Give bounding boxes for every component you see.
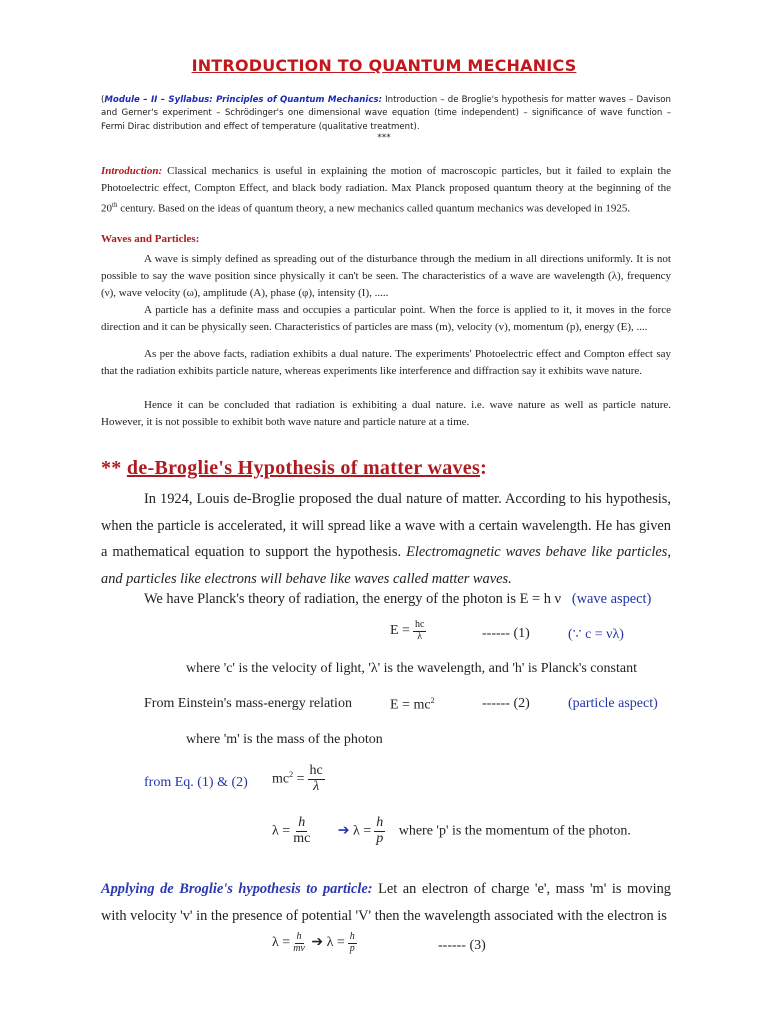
debroglie-colon: : <box>480 457 488 479</box>
intro-label: Introduction: <box>101 165 163 177</box>
eq3-num2: h <box>349 931 355 942</box>
waves-paragraph-1: A wave is simply defined as spreading out of the disturbance through the medium in all directions uniformly. It is not possible to say the wave position since physically it can't be seen. The characteristics of a wave are wavelength (λ), frequency (ν), wave velocity (ω), amplitude (A), phase (φ), intensity (I), ..... <box>101 253 671 300</box>
eq3-lhs2: λ = <box>326 935 345 951</box>
from-eq-label: from Eq. (1) & (2) <box>144 775 248 790</box>
where-2: where 'm' is the mass of the photon <box>186 732 383 747</box>
intro-sup: th <box>112 201 118 210</box>
equation-2 <box>390 696 435 714</box>
lam2-num: h <box>376 815 384 830</box>
einstein-text: From Einstein's mass-energy relation <box>144 696 352 711</box>
debroglie-stars: ** <box>101 457 127 479</box>
lam2-fraction <box>374 816 385 846</box>
eq1-fraction <box>413 620 426 642</box>
eq3-fraction <box>293 932 305 954</box>
wave-aspect: (wave aspect) <box>571 591 652 607</box>
eq2-lhs: E = mc <box>390 697 431 713</box>
waves-heading: Waves and Particles: <box>101 233 200 245</box>
where-1: where 'c' is the velocity of light, 'λ' is the wavelength, and 'h' is Planck's constant <box>186 661 637 676</box>
eq1-den: λ <box>417 630 423 642</box>
intro-paragraph <box>101 163 671 218</box>
apply-paragraph <box>101 876 671 929</box>
arrow-icon: ➔ <box>337 823 350 839</box>
eq3-den2: p <box>349 942 355 954</box>
lam2-den: p <box>376 830 384 846</box>
equation-mc2 <box>272 764 328 794</box>
apply-text: Let an electron of charge 'e', mass 'm' is moving with velocity 'v' in the presence of potential 'V' then the wavelength associated with the electron is <box>101 881 671 924</box>
eq1-note: (∵ c = νλ) <box>568 627 624 642</box>
eq1-tag: ------ (1) <box>482 626 530 641</box>
debroglie-paragraph <box>101 486 671 592</box>
lam-note: where 'p' is the momentum of the photon. <box>398 823 631 839</box>
waves-paragraph-4: Hence it can be concluded that radiation is exhibiting a dual nature. i.e. wave nature as well as particle nature. However, it is not possible to exhibit both wave nature and particle nature at a time. <box>101 399 671 429</box>
apply-label: Applying de Broglie's hypothesis to particle: <box>101 881 373 897</box>
planck-line <box>144 586 651 613</box>
eq3-lhs: λ = <box>272 935 291 951</box>
mc2-den: λ <box>313 778 320 794</box>
eq1-lhs: E = <box>390 623 410 639</box>
lam2-lhs: λ = <box>353 823 372 839</box>
syllabus-stars: *** <box>377 133 391 143</box>
planck-text: We have Planck's theory of radiation, the energy of the photon is E = h ν <box>144 591 562 607</box>
page-title: INTRODUCTION TO QUANTUM MECHANICS <box>191 56 577 75</box>
syllabus-label: Module – II – Syllabus: Principles of Quantum Mechanics: <box>104 95 383 105</box>
eq3-num: h <box>296 931 302 942</box>
mc2-num: hc <box>309 763 323 778</box>
debroglie-italic: Electromagnetic waves behave like particles, and particles like electrons will behave like waves called matter waves. <box>101 544 671 587</box>
eq2-tag: ------ (2) <box>482 696 530 711</box>
lam-den: mc <box>293 830 311 846</box>
lam-fraction <box>293 816 310 846</box>
mc2-fraction <box>308 764 325 794</box>
lam-lhs: λ = <box>272 823 291 839</box>
equation-lambda <box>272 816 631 846</box>
equation-1 <box>390 620 429 642</box>
eq1-num: hc <box>414 619 425 630</box>
syllabus-open: ( <box>101 95 105 105</box>
particle-aspect: (particle aspect) <box>568 696 658 711</box>
waves-paragraph-2: A particle has a definite mass and occupies a particular point. When the force is applied to it, it moves in the force direction and it can be physically seen. Characteristics of particles are mass (m), velocity (v), momentum (p), energy (E), .... <box>101 304 671 334</box>
debroglie-heading <box>101 457 487 480</box>
waves-paragraph-3: As per the above facts, radiation exhibits a dual nature. The experiments' Photoelectric effect and Compton effect say that the radiation exhibits particle nature, whereas experiments like interference and diffraction say it exhibits wave nature. <box>101 348 671 378</box>
eq3-tag: ------ (3) <box>438 938 486 953</box>
lam-num: h <box>298 815 306 830</box>
intro-text-b: century. Based on the ideas of quantum theory, a new mechanics called quantum mechanics was developed in 1925. <box>117 203 631 216</box>
intro-text-a: Classical mechanics is useful in explaining the motion of macroscopic particles, but it failed to explain the Photoelectric effect, Compton Effect, and black body radiation. Max Planck proposed quantum theory at the beginning of the 20 <box>101 165 671 216</box>
mc2-lhs: mc <box>272 771 290 787</box>
eq2-sup: 2 <box>430 696 435 705</box>
eq3-fraction-2 <box>348 932 357 954</box>
debroglie-text: In 1924, Louis de-Broglie proposed the dual nature of matter. According to his hypothesis, when the particle is accelerated, it will spread like a wave with a certain wavelength. He has given a mathematical equation to support the hypothesis. <box>101 491 671 560</box>
debroglie-heading-text: de-Broglie's Hypothesis of matter waves <box>126 457 481 479</box>
mc2-sup: 2 <box>289 769 294 779</box>
eq3-arrow-icon: ➔ <box>311 935 324 951</box>
mc2-eq: = <box>296 771 305 787</box>
syllabus-text: Introduction – de Broglie's hypothesis for matter waves – Davison and Gerner's experiment – Schrödinger's one dimensional wave equation (time independent) – significance of wave function – Fermi Dirac distribution and effect of temperature (qualitative treatment). <box>101 95 671 132</box>
syllabus-paragraph <box>101 94 671 134</box>
eq3-den: mv <box>293 942 305 954</box>
equation-3 <box>272 932 360 954</box>
